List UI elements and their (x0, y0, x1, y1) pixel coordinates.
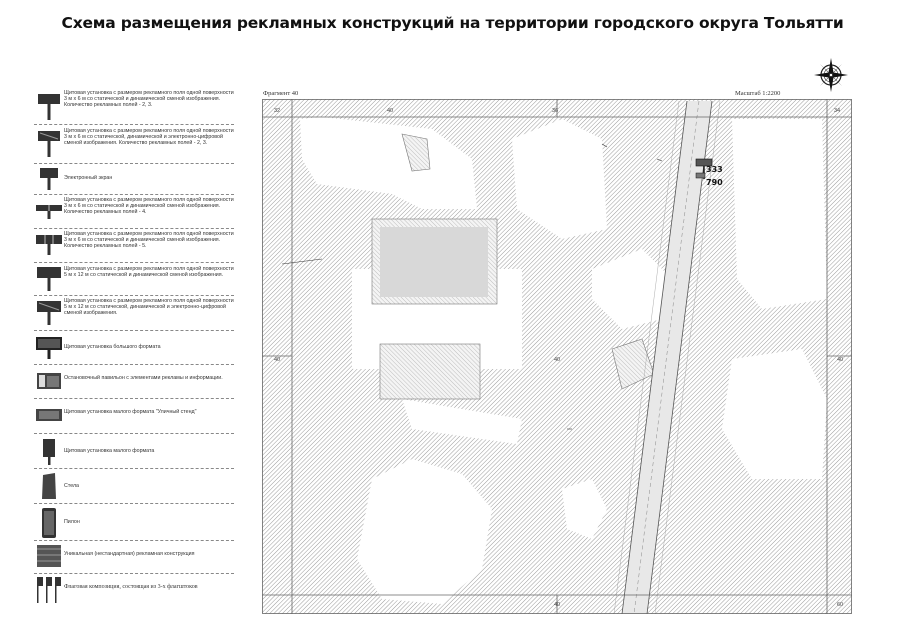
legend-text: Щитовая установка большого формата (64, 344, 161, 350)
grid-label: 36 (552, 108, 559, 114)
legend-text: Пилон (64, 519, 80, 525)
pylon-icon (36, 508, 62, 543)
legend-text: Щитовая установка с размером рекламного поля одной поверхности 5 м х 12 м со статической и динамической сменой изображения. (64, 266, 234, 279)
large-format-billboard-icon (36, 337, 62, 364)
billboard-5x12-static-icon (36, 267, 62, 296)
grid-label: 60 (837, 602, 844, 608)
grid-label: 40 (554, 357, 561, 363)
street-stand-icon (36, 409, 62, 428)
legend-item (34, 399, 234, 434)
legend-text: Щитовая установка с размером рекламного поля одной поверхности 3 м х 6 м со статической и динамической сменой изображения. Количество рекламных полей - 2, 3. (64, 90, 234, 109)
map-fragment[interactable] (262, 99, 852, 614)
billboard-5x12-digital-icon (36, 301, 62, 330)
grid-label: 40 (837, 357, 844, 363)
billboard-5-fields-icon (36, 235, 62, 260)
site-label-333[interactable]: 333 (706, 165, 723, 174)
legend-item (34, 229, 234, 263)
legend-text: Флаговая композиция, состоящая из 3-х флагштоков (64, 584, 198, 590)
legend-item (34, 296, 234, 331)
legend-item (34, 434, 234, 469)
compass-rose-icon (814, 58, 848, 92)
electronic-screen-icon (36, 168, 62, 195)
legend-item (34, 574, 234, 606)
scale-label: Масштаб 1:2200 (735, 90, 781, 97)
legend-item (34, 541, 234, 574)
legend-item (34, 195, 234, 229)
billboard-4-fields-icon (36, 205, 62, 224)
legend-text: Щитовая установка малого формата "Уличный стенд" (64, 409, 197, 415)
legend (34, 88, 234, 606)
legend-text: Щитовая установка малого формата (64, 448, 155, 454)
unique-structure-icon (36, 545, 62, 574)
grid-label: 40 (274, 357, 281, 363)
legend-item (34, 164, 234, 195)
bus-stop-pavilion-icon (36, 373, 62, 396)
page-title: Схема размещения рекламных конструкций на территории городского округа Тольятти (61, 14, 844, 32)
stele-icon (36, 473, 62, 504)
legend-text: Электронный экран (64, 175, 113, 181)
grid-label: 34 (834, 108, 841, 114)
legend-text: Щитовая установка с размером рекламного поля одной поверхности 3 м х 6 м со статической и динамической сменой изображения. Количество рекламных полей - 5. (64, 231, 234, 250)
legend-item (34, 125, 234, 164)
billboard-3x6-digital-icon (36, 131, 62, 162)
legend-item (34, 469, 234, 504)
legend-text: Остановочный павильон с элементами рекламы и информации. (64, 375, 223, 381)
legend-text: Щитовая установка с размером рекламного поля одной поверхности 5 м х 12 м со статической, динамической и электронно-цифровой сменой изображения. (64, 298, 234, 317)
fragment-label: Фрагмент 40 (263, 90, 299, 97)
legend-item (34, 331, 234, 365)
legend-text: Щитовая установка с размером рекламного поля одной поверхности 3 м х 6 м со статической и динамической сменой изображения. Количество рекламных полей - 4. (64, 197, 234, 216)
grid-label: 40 (387, 108, 394, 114)
legend-text: Уникальная (нестандартная) рекламная конструкция (64, 551, 195, 557)
grid-label: 40 (554, 602, 561, 608)
legend-text: Щитовая установка с размером рекламного поля одной поверхности 3 м х 6 м со статической, динамической и электронно-цифровой сменой изображения. Количество рекламных полей - 2, 3. (64, 128, 234, 147)
site-label-790[interactable]: 790 (706, 178, 723, 187)
legend-item (34, 504, 234, 541)
legend-item (34, 88, 234, 125)
billboard-3x6-static-icon (36, 94, 62, 125)
legend-item (34, 263, 234, 296)
flag-composition-icon (36, 577, 62, 608)
grid-label: 32 (274, 108, 281, 114)
small-format-board-icon (36, 439, 62, 470)
legend-item (34, 365, 234, 399)
legend-text: Стела (64, 483, 79, 489)
